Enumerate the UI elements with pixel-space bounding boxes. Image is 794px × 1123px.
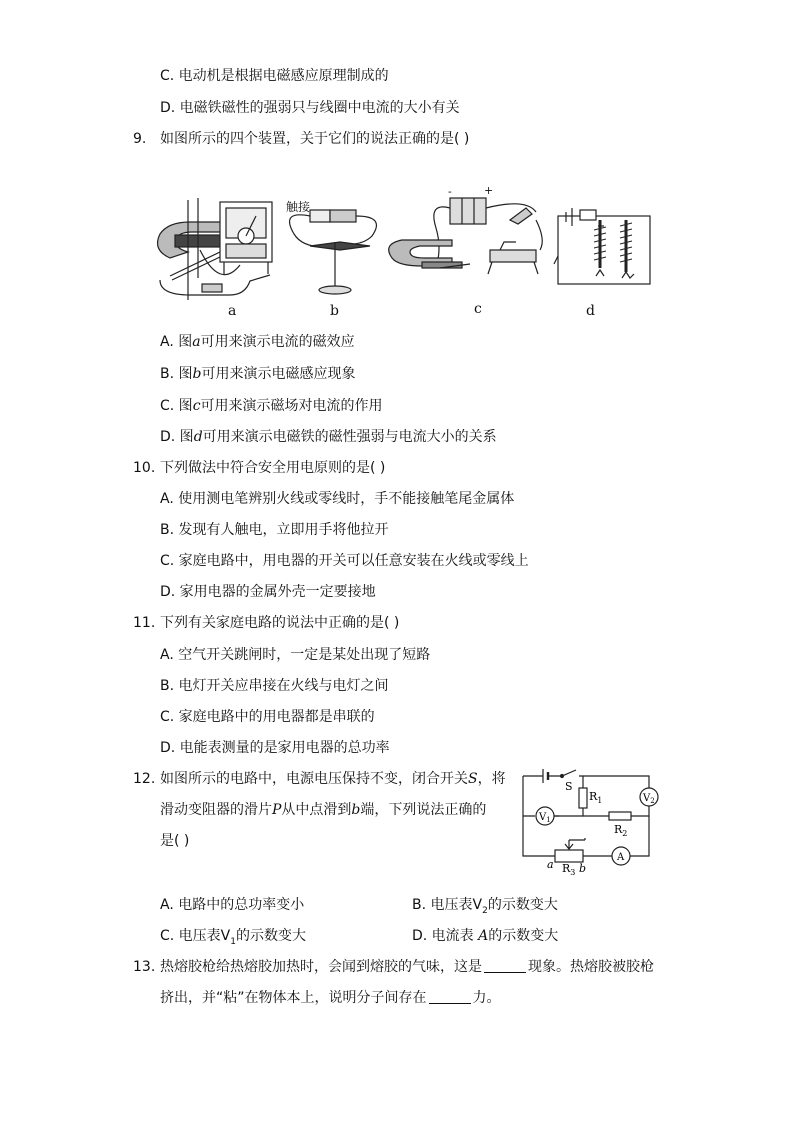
circuit-meter-v1: $V_1$: [539, 812, 551, 824]
q11-option-c: C. 家庭电路中的用电器都是串联的: [160, 709, 375, 725]
figure-d: [554, 208, 650, 284]
figure-b: [290, 210, 377, 294]
q12-option-c: C. 电压表$V_1$的示数变大: [160, 928, 306, 947]
q9-number: 9.: [133, 131, 147, 147]
q9-option-d: D. 图d可用来演示电磁铁的磁性强弱与电流大小的关系: [160, 429, 497, 445]
q11-option-b: B. 电灯开关应串接在火线与电灯之间: [160, 678, 389, 694]
q10-option-a: A. 使用测电笔辨别火线或零线时，手不能接触笔尾金属体: [160, 491, 515, 507]
circuit-label-r2: $R_2$: [614, 823, 628, 838]
circuit-meter-a: A: [617, 852, 625, 863]
figure-label-b: b: [330, 303, 339, 319]
q12-circuit-diagram: [515, 766, 665, 878]
figure-b-touch-text: 触接: [286, 200, 311, 214]
q11-stem: 下列有关家庭电路的说法中正确的是( ): [160, 615, 400, 631]
q8-option-d: D. 电磁铁磁性的强弱只与线圈中电流的大小有关: [160, 100, 460, 116]
figure-a: [158, 198, 272, 300]
q9-stem: 如图所示的四个装置，关于它们的说法正确的是( ): [160, 131, 470, 147]
q13-blank-2[interactable]: [429, 989, 471, 1004]
circuit-meter-v2: $V_2$: [643, 793, 655, 805]
figure-label-a: a: [228, 303, 237, 319]
circuit-label-r3: $R_3$: [562, 862, 576, 877]
q13-blank-1[interactable]: [484, 958, 526, 973]
q10-stem: 下列做法中符合安全用电原则的是( ): [160, 460, 386, 476]
q12-stem-line2: 滑动变阻器的滑片P从中点滑到b端，下列说法正确的: [160, 802, 487, 818]
q9-option-c: C. 图c可用来演示磁场对电流的作用: [160, 398, 383, 414]
q12-option-b: B. 电压表$V_2$的示数变大: [412, 897, 558, 916]
q10-option-d: D. 家用电器的金属外壳一定要接地: [160, 584, 376, 600]
q9-option-a: A. 图a可用来演示电流的磁效应: [160, 334, 355, 350]
q12-stem-line3: 是( ): [160, 833, 190, 849]
circuit-label-s: S: [565, 780, 573, 793]
q13-line2: 挤出，并“粘”在物体本上，说明分子间存在 力。: [160, 990, 501, 1006]
q8-option-c: C. 电动机是根据电磁感应原理制成的: [160, 68, 389, 84]
figure-c-minus: -: [448, 185, 452, 198]
circuit-label-b: b: [579, 862, 587, 875]
q11-option-a: A. 空气开关跳闸时，一定是某处出现了短路: [160, 647, 431, 663]
q12-number: 12.: [133, 771, 156, 787]
q12-stem-line1: 如图所示的电路中，电源电压保持不变，闭合开关S，将: [160, 771, 506, 787]
q11-number: 11.: [133, 615, 156, 631]
q11-option-d: D. 电能表测量的是家用电器的总功率: [160, 740, 390, 756]
q12-option-a: A. 电路中的总功率变小: [160, 897, 305, 913]
q10-option-c: C. 家庭电路中，用电器的开关可以任意安装在火线或零线上: [160, 553, 529, 569]
q10-number: 10.: [133, 460, 156, 476]
circuit-label-r1: $R_1$: [589, 790, 603, 805]
circuit-label-a: a: [547, 858, 554, 871]
q10-option-b: B. 发现有人触电，立即用手将他拉开: [160, 522, 389, 538]
figure-c: [389, 198, 543, 274]
figure-label-d: d: [586, 303, 595, 319]
figure-c-plus: +: [484, 184, 494, 197]
q13-number: 13.: [133, 959, 156, 975]
q9-option-b: B. 图b可用来演示电磁感应现象: [160, 366, 356, 382]
q13-line1: 热熔胶枪给热熔胶加热时，会闻到熔胶的气味，这是 现象。热熔胶被胶枪: [160, 959, 654, 975]
figure-label-c: c: [474, 301, 482, 317]
q12-option-d: D. 电流表 A的示数变大: [412, 928, 559, 944]
